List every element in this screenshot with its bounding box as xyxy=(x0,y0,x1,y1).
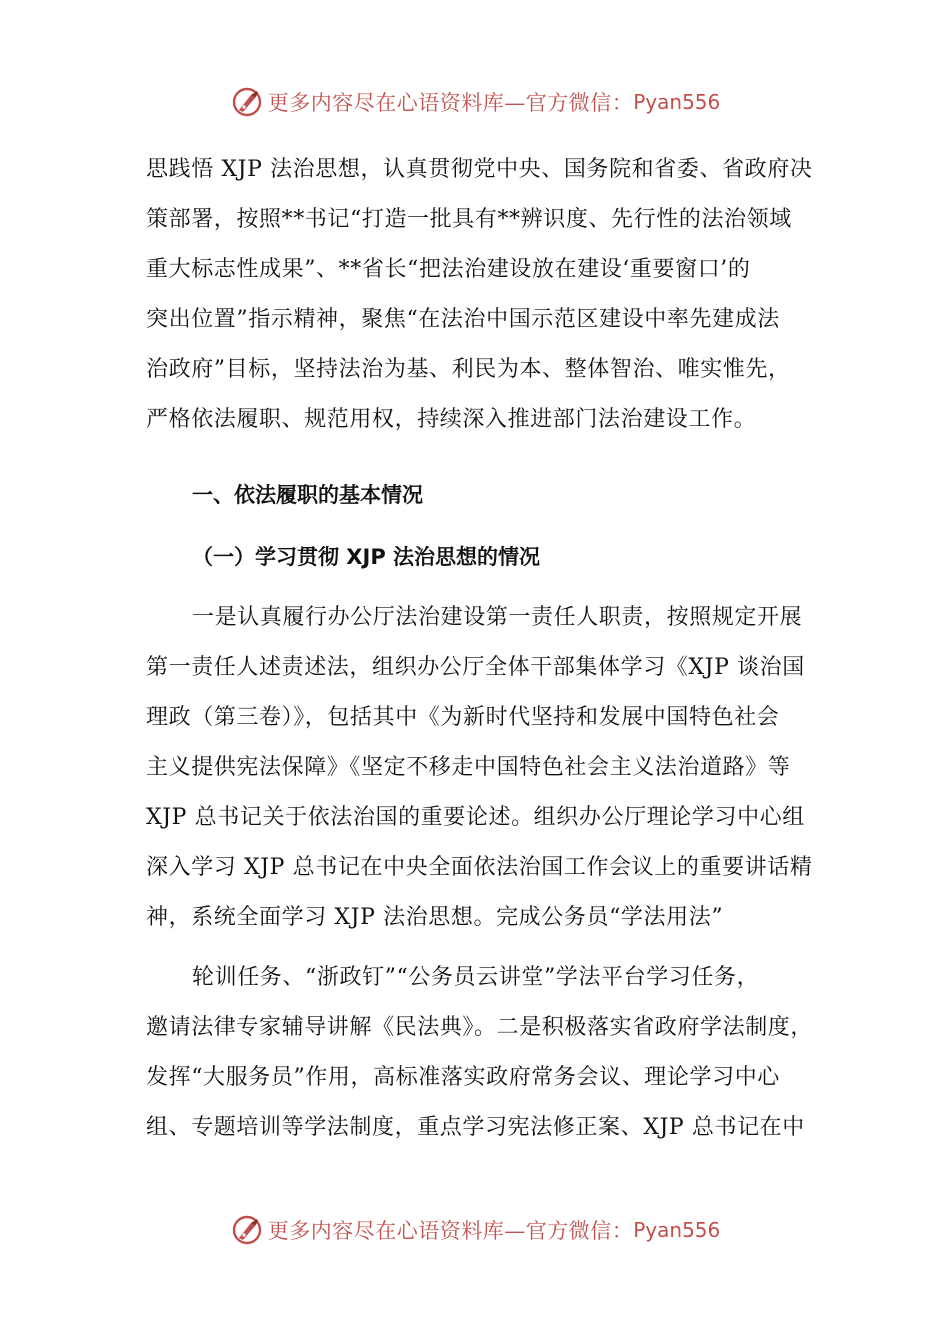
text-line: 策部署，按照**书记“打造一批具有**辨识度、先行性的法治领域 xyxy=(146,207,792,232)
text-line: 深入学习 XJP 总书记在中央全面依法治国工作会议上的重要讲话精 xyxy=(146,855,813,880)
banner-wechat-id: Pyan556 xyxy=(633,90,721,114)
paragraph-2 xyxy=(146,598,813,948)
pen-nib-logo-icon xyxy=(230,85,264,119)
text-line: 突出位置”指示精神，聚焦“在法治中国示范区建设中率先建成法 xyxy=(146,307,780,332)
text-line: 第一责任人述责述法，组织办公厅全体干部集体学习《XJP 谈治国 xyxy=(146,655,805,680)
header-banner xyxy=(0,82,950,122)
text-line: 主义提供宪法保障》《坚定不移走中国特色社会主义法治道路》等 xyxy=(146,755,791,780)
paragraph-3 xyxy=(146,958,814,1158)
subsection-heading: （一）学习贯彻 XJP 法治思想的情况 xyxy=(192,545,541,569)
document-body xyxy=(146,150,814,1158)
text-line: 神，系统全面学习 XJP 法治思想。完成公务员“学法用法” xyxy=(146,905,724,930)
footer-banner xyxy=(0,1210,950,1250)
text-line: 组、专题培训等学法制度，重点学习宪法修正案、XJP 总书记在中 xyxy=(146,1115,805,1140)
banner-wechat-id: Pyan556 xyxy=(633,1218,721,1242)
text-line: 邀请法律专家辅导讲解《民法典》。二是积极落实省政府学法制度， xyxy=(146,1015,814,1040)
banner-text: 更多内容尽在心语资料库—官方微信： xyxy=(267,91,634,115)
text-line: 一是认真履行办公厅法治建设第一责任人职责，按照规定开展 xyxy=(192,605,803,630)
banner-text: 更多内容尽在心语资料库—官方微信： xyxy=(267,1219,634,1243)
text-line: 思践悟 XJP 法治思想，认真贯彻党中央、国务院和省委、省政府决 xyxy=(146,157,813,182)
text-line: 严格依法履职、规范用权，持续深入推进部门法治建设工作。 xyxy=(146,407,757,432)
text-line: 发挥“大服务员”作用，高标准落实政府常务会议、理论学习中心 xyxy=(146,1065,780,1090)
text-line: 重大标志性成果”、**省长“把法治建设放在建设‘重要窗口’的 xyxy=(146,257,751,282)
text-line: 轮训任务、“浙政钉”“公务员云讲堂”学法平台学习任务， xyxy=(192,965,760,990)
pen-nib-logo-icon xyxy=(230,1213,264,1247)
paragraph-1 xyxy=(146,150,813,450)
text-line: 理政（第三卷）》，包括其中《为新时代坚持和发展中国特色社会 xyxy=(146,705,780,730)
text-line: XJP 总书记关于依法治国的重要论述。组织办公厅理论学习中心组 xyxy=(146,805,805,830)
text-line: 治政府”目标，坚持法治为基、利民为本、整体智治、唯实惟先， xyxy=(146,357,791,382)
section-heading: 一、依法履职的基本情况 xyxy=(192,483,423,507)
